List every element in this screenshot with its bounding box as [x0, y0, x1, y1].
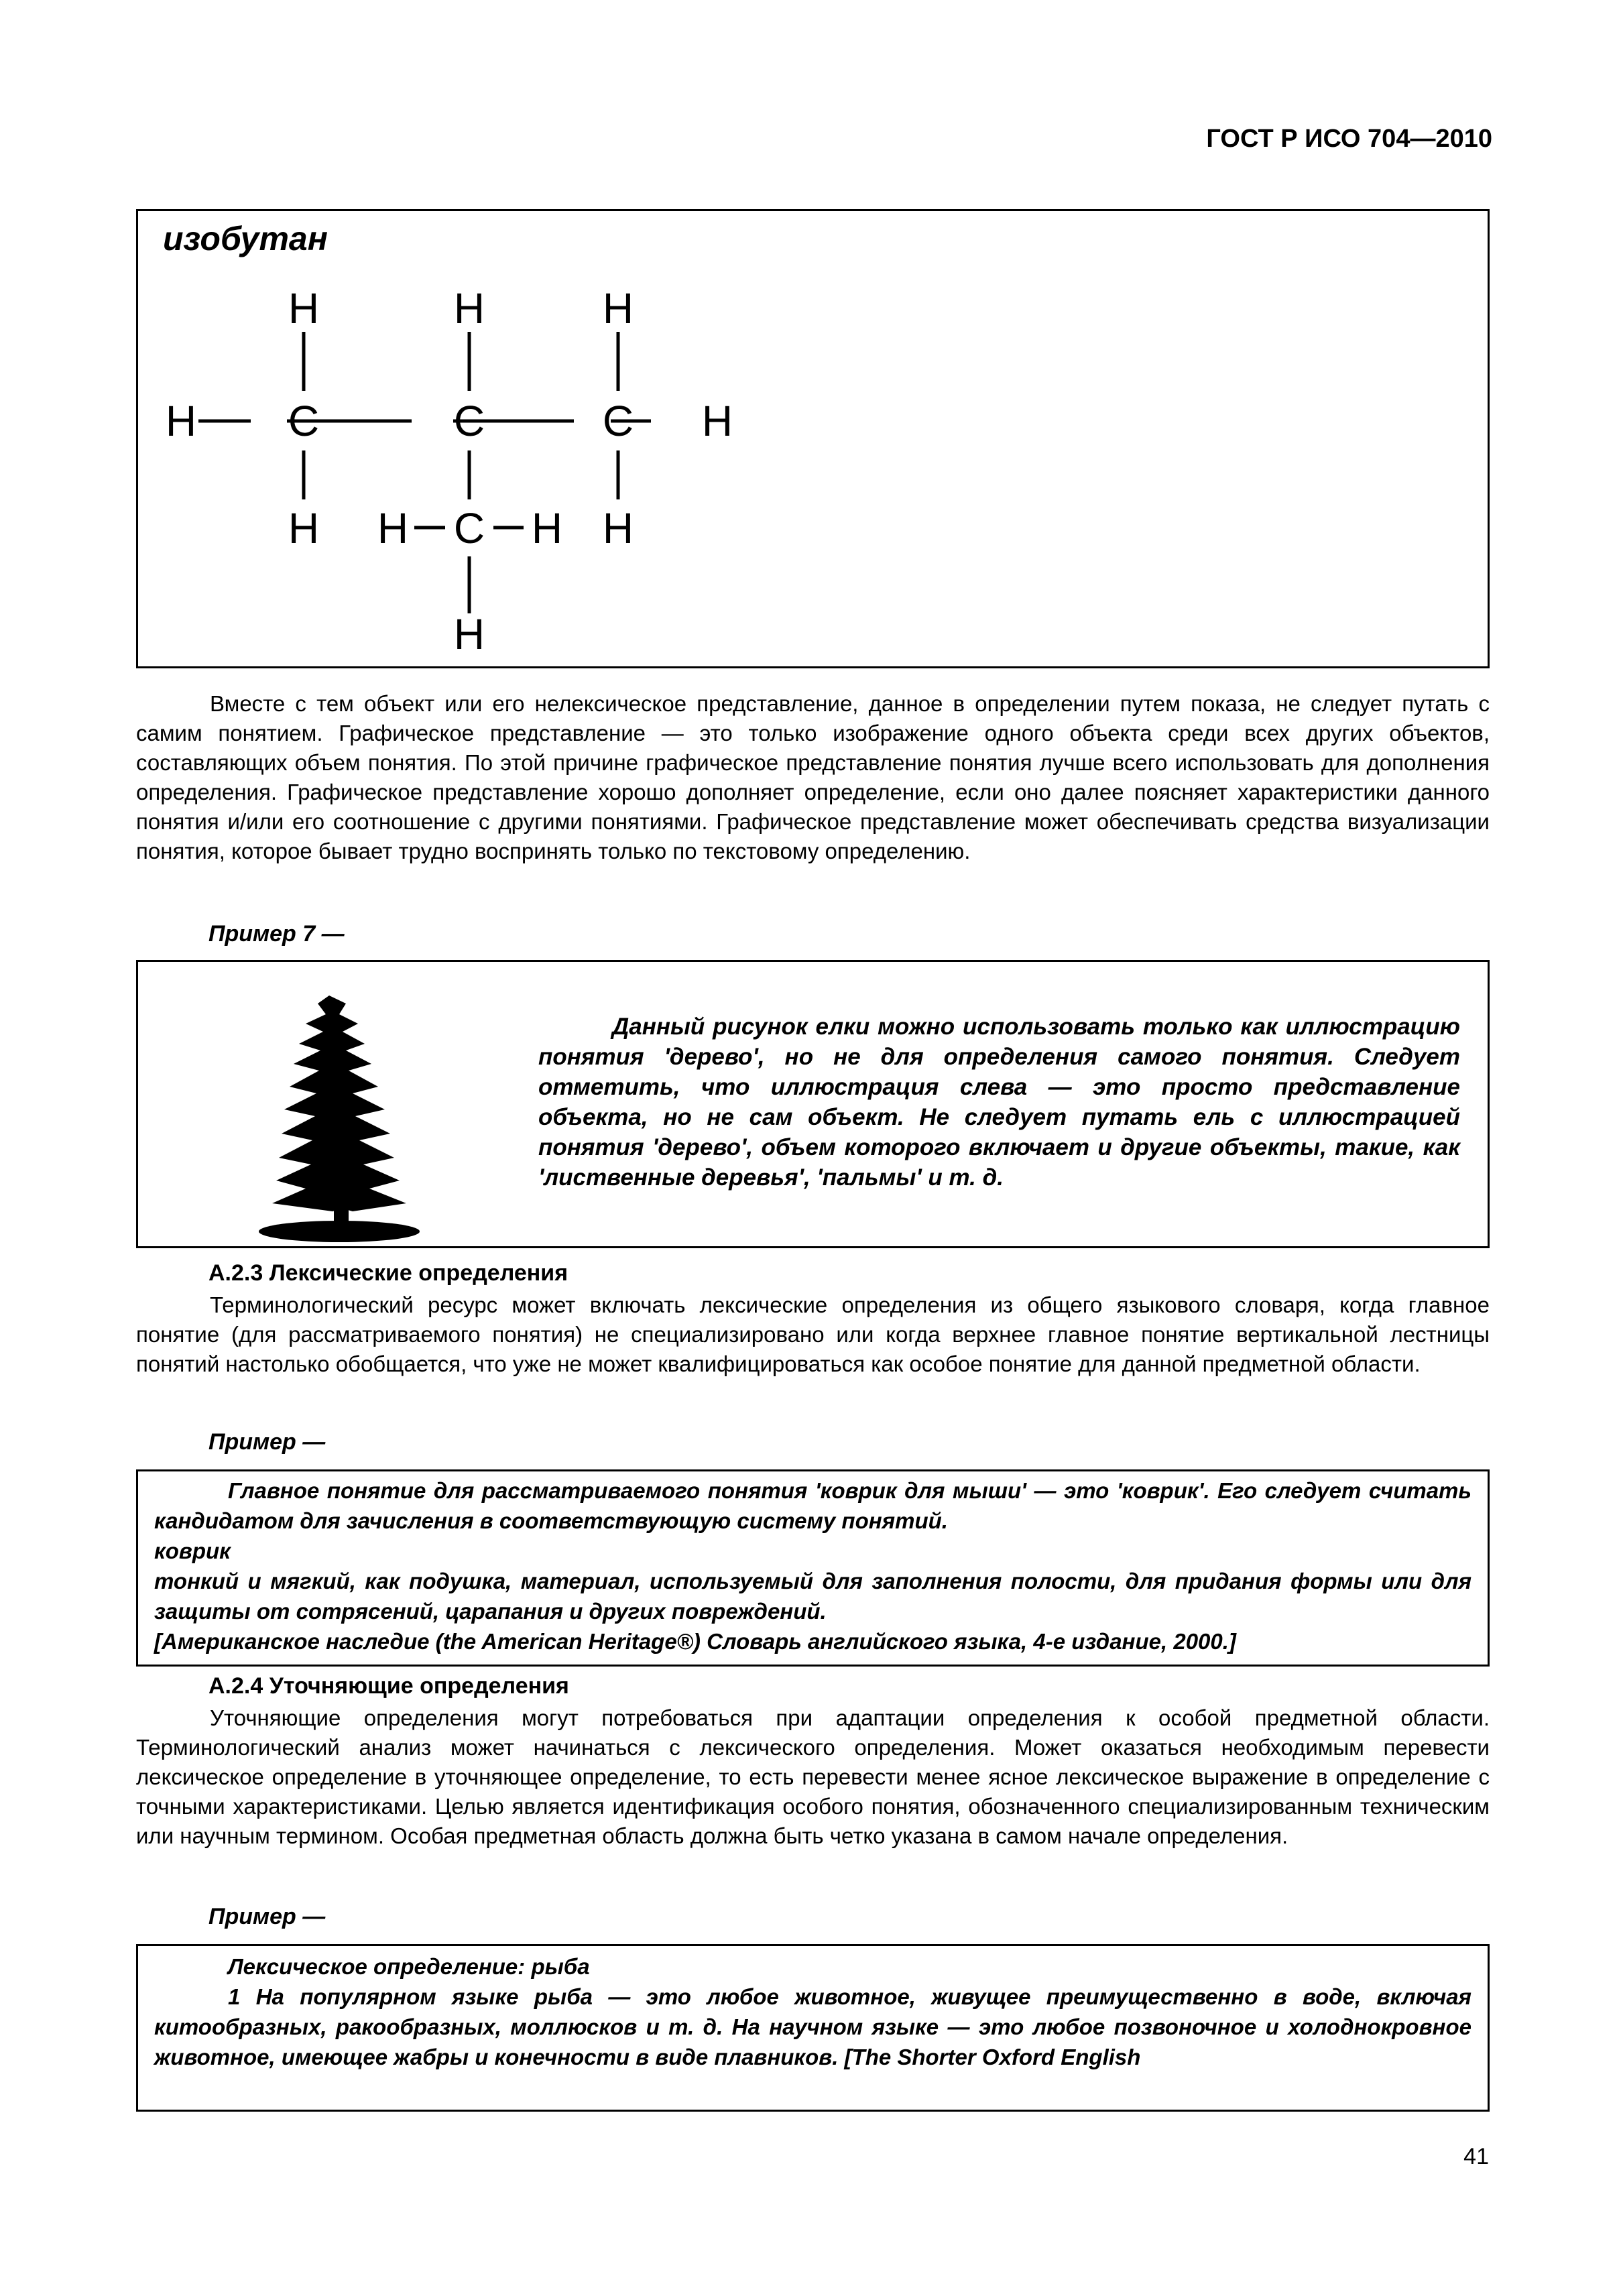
atom-h: H [602, 284, 634, 333]
atom-h: H [701, 397, 733, 445]
structural-formula [138, 211, 1488, 666]
atom-h: H [602, 504, 634, 552]
atom-h: H [531, 504, 563, 552]
atom-h: H [377, 504, 409, 552]
example-7-box [136, 960, 1490, 1248]
example-source: [Американское наследие (the American Heritage®) Словарь английского языка, 4-е издание, 2000.] [154, 1629, 1236, 1654]
atom-c: C [453, 397, 485, 445]
atom-h: H [453, 610, 485, 658]
example-7-text: Данный рисунок елки можно использовать только как иллюстрацию понятия 'дерево', но не для определения самого понятия. Следует отметить, что иллюстрация слева — это просто представление объекта, но не сам объект. Не следует путать ель с иллюстрацией понятия 'дерево', объем которого включает и другие объекты, такие, как 'лиственные деревья', 'пальмы' и т. д. [538, 1014, 1460, 1191]
section-a23-example-label: Пример — [208, 1429, 326, 1455]
example-mousepad-line: Главное понятие для рассматриваемого понятия 'коврик для мыши' — это 'коврик'. Его следует считать кандидатом для зачисления в соответствующую систему понятий. [154, 1478, 1471, 1533]
example-7-label: Пример 7 — [208, 921, 345, 947]
isobutane-figure [136, 209, 1490, 668]
example-fish-title: Лексическое определение: рыба [228, 1954, 590, 1979]
atom-c: C [602, 397, 634, 445]
atom-c: C [288, 397, 320, 445]
example-definition: тонкий и мягкий, как подушка, материал, используемый для заполнения полости, для придания формы или для защиты от сотрясений, царапания и других повреждений. [154, 1569, 1471, 1624]
paragraph-nonlexical: Вместе с тем объект или его нелексическое представление, данное в определении путем показа, не следует путать с самим понятием. Графическое представление — это только изображение одного объекта среди всех других объектов, составляющих объем понятия. По этой причине графическое представление понятия лучше всего использовать для дополнения определения. Графическое представление хорошо дополняет определение, если оно далее поясняет характеристики данного понятия и/или его соотношение с другими понятиями. Графическое представление может обеспечивать средства визуализации понятия, которое бывает трудно воспринять только по текстовому определению. [136, 691, 1490, 863]
page-number: 41 [1463, 2144, 1489, 2169]
atom-h: H [165, 397, 197, 445]
atom-c: C [453, 504, 485, 552]
atom-h: H [288, 504, 320, 552]
section-a24-example-label: Пример — [208, 1904, 326, 1929]
tree-ground [259, 1221, 420, 1242]
section-a24-example-box [136, 1944, 1490, 2112]
section-a23-paragraph: Терминологический ресурс может включать лексические определения из общего языкового словаря, когда главное понятие (для рассматриваемого понятия) не специализировано или когда верхнее главное понятие вертикальной лестницы понятий настолько обобщается, что уже не может квалифицироваться как особое понятие для данной предметной области. [136, 1292, 1490, 1376]
section-a23-title: А.2.3 Лексические определения [208, 1260, 568, 1286]
tree-illustration [205, 975, 514, 1244]
atom-h: H [453, 284, 485, 333]
figure-title: изобутан [163, 220, 328, 257]
document-header: ГОСТ Р ИСО 704—2010 [1206, 125, 1492, 153]
tree-silhouette [272, 995, 406, 1211]
atom-h: H [288, 284, 320, 333]
example-term: коврик [154, 1538, 231, 1563]
section-a24-title: А.2.4 Уточняющие определения [208, 1673, 569, 1699]
example-fish-text: 1 На популярном языке рыба — это любое животное, живущее преимущественно в воде, включая китообразных, ракообразных, моллюсков и т. д. На научном языке — это любое позвоночное и холоднокровное животное, имеющее жабры и конечности в виде плавников. [The Shorter Oxford English [154, 1984, 1471, 2069]
section-a23-example-box [136, 1469, 1490, 1667]
section-a24-paragraph: Уточняющие определения могут потребоваться при адаптации определения к особой предметной области. Терминологический анализ может начинаться с лексического определения. Может оказаться необходимым перевести лексическое определение в уточняющее определение, то есть перевести менее ясное лексическое выражение в определение с точными характеристиками. Целью является идентификация особого понятия, обозначенного специализированным техническим или научным термином. Особая предметная область должна быть четко указана в самом начале определения. [136, 1705, 1490, 1848]
